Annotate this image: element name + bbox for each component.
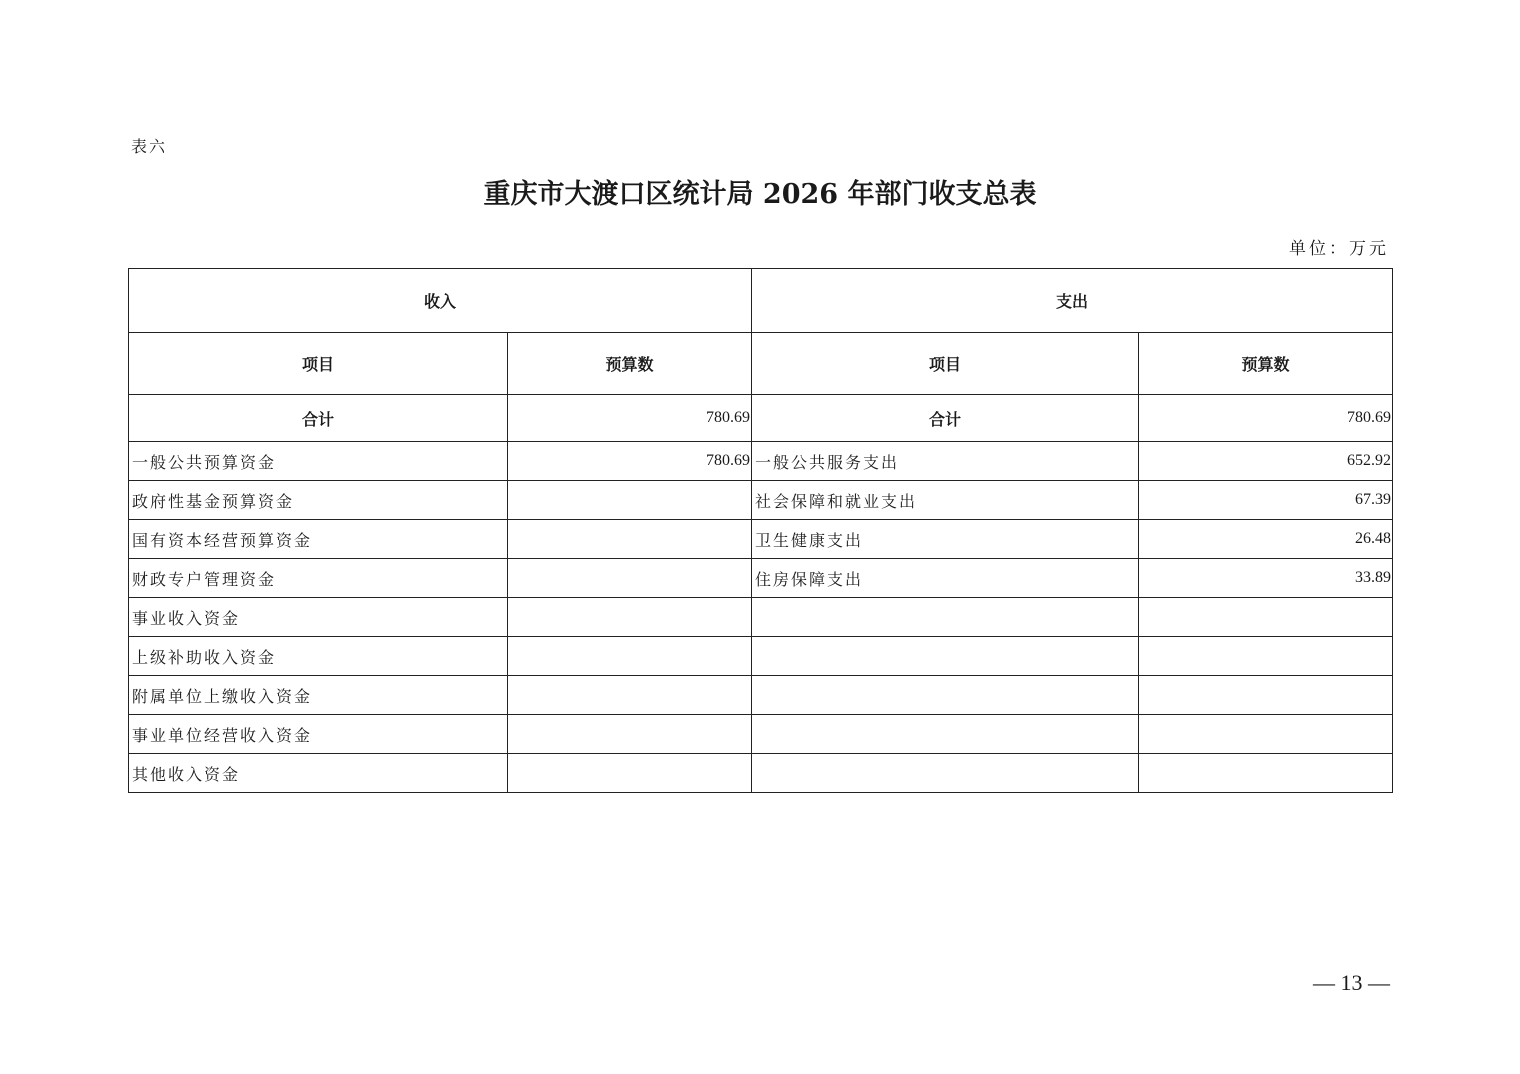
expense-item-cell — [752, 754, 1139, 793]
income-value-cell — [508, 754, 752, 793]
income-item-cell: 一般公共预算资金 — [129, 442, 508, 481]
expense-item-cell — [752, 715, 1139, 754]
table-row — [129, 442, 1393, 481]
total-row — [129, 395, 1393, 442]
income-value-cell — [508, 637, 752, 676]
unit-note: 单位：万元 — [1289, 239, 1389, 259]
income-item-cell: 上级补助收入资金 — [129, 637, 508, 676]
income-value-cell — [508, 598, 752, 637]
income-section-header: 收入 — [129, 269, 752, 333]
expense-value-cell: 652.92 — [1139, 442, 1393, 481]
income-item-cell: 国有资本经营预算资金 — [129, 520, 508, 559]
expense-item-cell — [752, 676, 1139, 715]
page-title: 重庆市大渡口区统计局 2026 年部门收支总表 — [483, 179, 1037, 210]
table-row — [129, 520, 1393, 559]
income-item-cell: 财政专户管理资金 — [129, 559, 508, 598]
column-header-row — [129, 333, 1393, 395]
table-row — [129, 481, 1393, 520]
expense-value-cell — [1139, 637, 1393, 676]
income-value-cell: 780.69 — [508, 442, 752, 481]
expense-budget-header: 预算数 — [1139, 333, 1393, 395]
income-budget-header: 预算数 — [508, 333, 752, 395]
expense-item-header: 项目 — [752, 333, 1139, 395]
expense-item-cell: 社会保障和就业支出 — [752, 481, 1139, 520]
income-item-header: 项目 — [129, 333, 508, 395]
expense-value-cell — [1139, 598, 1393, 637]
income-value-cell — [508, 676, 752, 715]
table-row — [129, 715, 1393, 754]
budget-summary-table — [128, 268, 1393, 793]
expense-item-cell — [752, 637, 1139, 676]
income-item-cell: 其他收入资金 — [129, 754, 508, 793]
expense-value-cell — [1139, 715, 1393, 754]
expense-section-header: 支出 — [752, 269, 1393, 333]
expense-total-label: 合计 — [752, 395, 1139, 442]
section-header-row — [129, 269, 1393, 333]
table-row — [129, 598, 1393, 637]
table-row — [129, 676, 1393, 715]
expense-item-cell: 住房保障支出 — [752, 559, 1139, 598]
income-value-cell — [508, 481, 752, 520]
expense-value-cell — [1139, 676, 1393, 715]
income-total-label: 合计 — [129, 395, 508, 442]
expense-value-cell: 33.89 — [1139, 559, 1393, 598]
table-label: 表六 — [131, 137, 168, 156]
income-value-cell — [508, 559, 752, 598]
income-item-cell: 事业收入资金 — [129, 598, 508, 637]
table-row — [129, 559, 1393, 598]
income-item-cell: 附属单位上缴收入资金 — [129, 676, 508, 715]
expense-value-cell — [1139, 754, 1393, 793]
expense-total-value: 780.69 — [1139, 395, 1393, 442]
table-row — [129, 637, 1393, 676]
income-item-cell: 政府性基金预算资金 — [129, 481, 508, 520]
expense-value-cell: 26.48 — [1139, 520, 1393, 559]
table-row — [129, 754, 1393, 793]
expense-item-cell — [752, 598, 1139, 637]
expense-item-cell: 卫生健康支出 — [752, 520, 1139, 559]
income-value-cell — [508, 715, 752, 754]
expense-item-cell: 一般公共服务支出 — [752, 442, 1139, 481]
expense-value-cell: 67.39 — [1139, 481, 1393, 520]
income-value-cell — [508, 520, 752, 559]
income-total-value: 780.69 — [508, 395, 752, 442]
income-item-cell: 事业单位经营收入资金 — [129, 715, 508, 754]
page-number: — 13 — — [1313, 970, 1390, 995]
